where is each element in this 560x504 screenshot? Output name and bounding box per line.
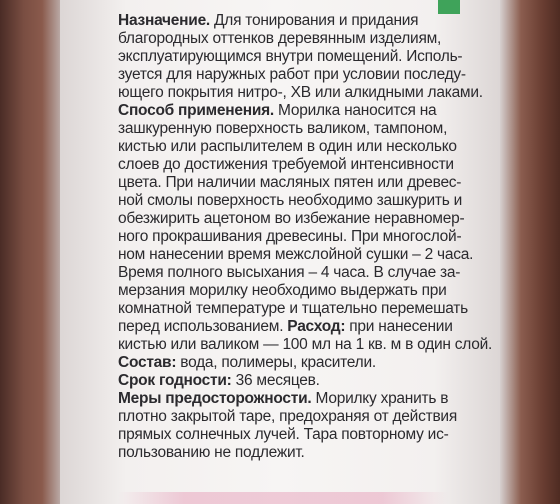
text-line: слоев до достижения требуемой интенсивности — [118, 156, 454, 173]
label-text-block — [118, 12, 493, 462]
bottle-right-edge — [500, 0, 560, 504]
text-line: мерзания морилку необходимо выдержать при — [118, 282, 447, 299]
text-line: зуется для наружных работ при условии последу- — [118, 66, 466, 83]
text-line: пользованию не подлежит. — [118, 444, 305, 461]
text-line: Способ применения. Морилка наносится на — [118, 102, 437, 119]
text-line: Состав: вода, полимеры, красители. — [118, 354, 376, 371]
text-line: кистью или распылителем в один или несколько — [118, 138, 457, 155]
text-line: ного прокрашивания древесины. При многослой- — [118, 228, 462, 245]
text-line: эксплуатирующимся внутри помещений. Исполь- — [118, 48, 463, 65]
text-line: прямых солнечных лучей. Тара повторному ис- — [118, 426, 449, 443]
text-line: ном нанесении время межслойной сушки – 2 часа. — [118, 246, 474, 263]
text-line: Меры предосторожности. Морилку хранить в — [118, 390, 449, 407]
text-line: комнатной температуре и тщательно перемешать — [118, 300, 468, 317]
text-line: зашкуренную поверхность валиком, тампоном, — [118, 120, 448, 137]
text-line: цвета. При наличии масляных пятен или древес- — [118, 174, 462, 191]
text-line: Назначение. Для тонирования и придания — [118, 12, 419, 29]
text-line: благородных оттенков деревянным изделиям, — [118, 30, 442, 47]
text-line: ной смолы поверхность необходимо зашкурить и — [118, 192, 463, 209]
text-line: Срок годности: 36 месяцев. — [118, 372, 320, 389]
text-line: кистью или валиком — 100 мл на 1 кв. м в один слой. — [118, 336, 493, 353]
text-line: плотно закрытой таре, предохраняя от действия — [118, 408, 457, 425]
text-line: обезжирить ацетоном во избежание неравномер- — [118, 210, 465, 227]
text-line: перед использованием. Расход: при нанесении — [118, 318, 453, 335]
bottle-left-edge — [0, 0, 60, 504]
pink-print-edge — [118, 492, 448, 504]
text-line: Время полного высыхания – 4 часа. В случае за- — [118, 264, 461, 281]
text-line: ющего покрытия нитро-, ХВ или алкидными лаками. — [118, 84, 483, 101]
